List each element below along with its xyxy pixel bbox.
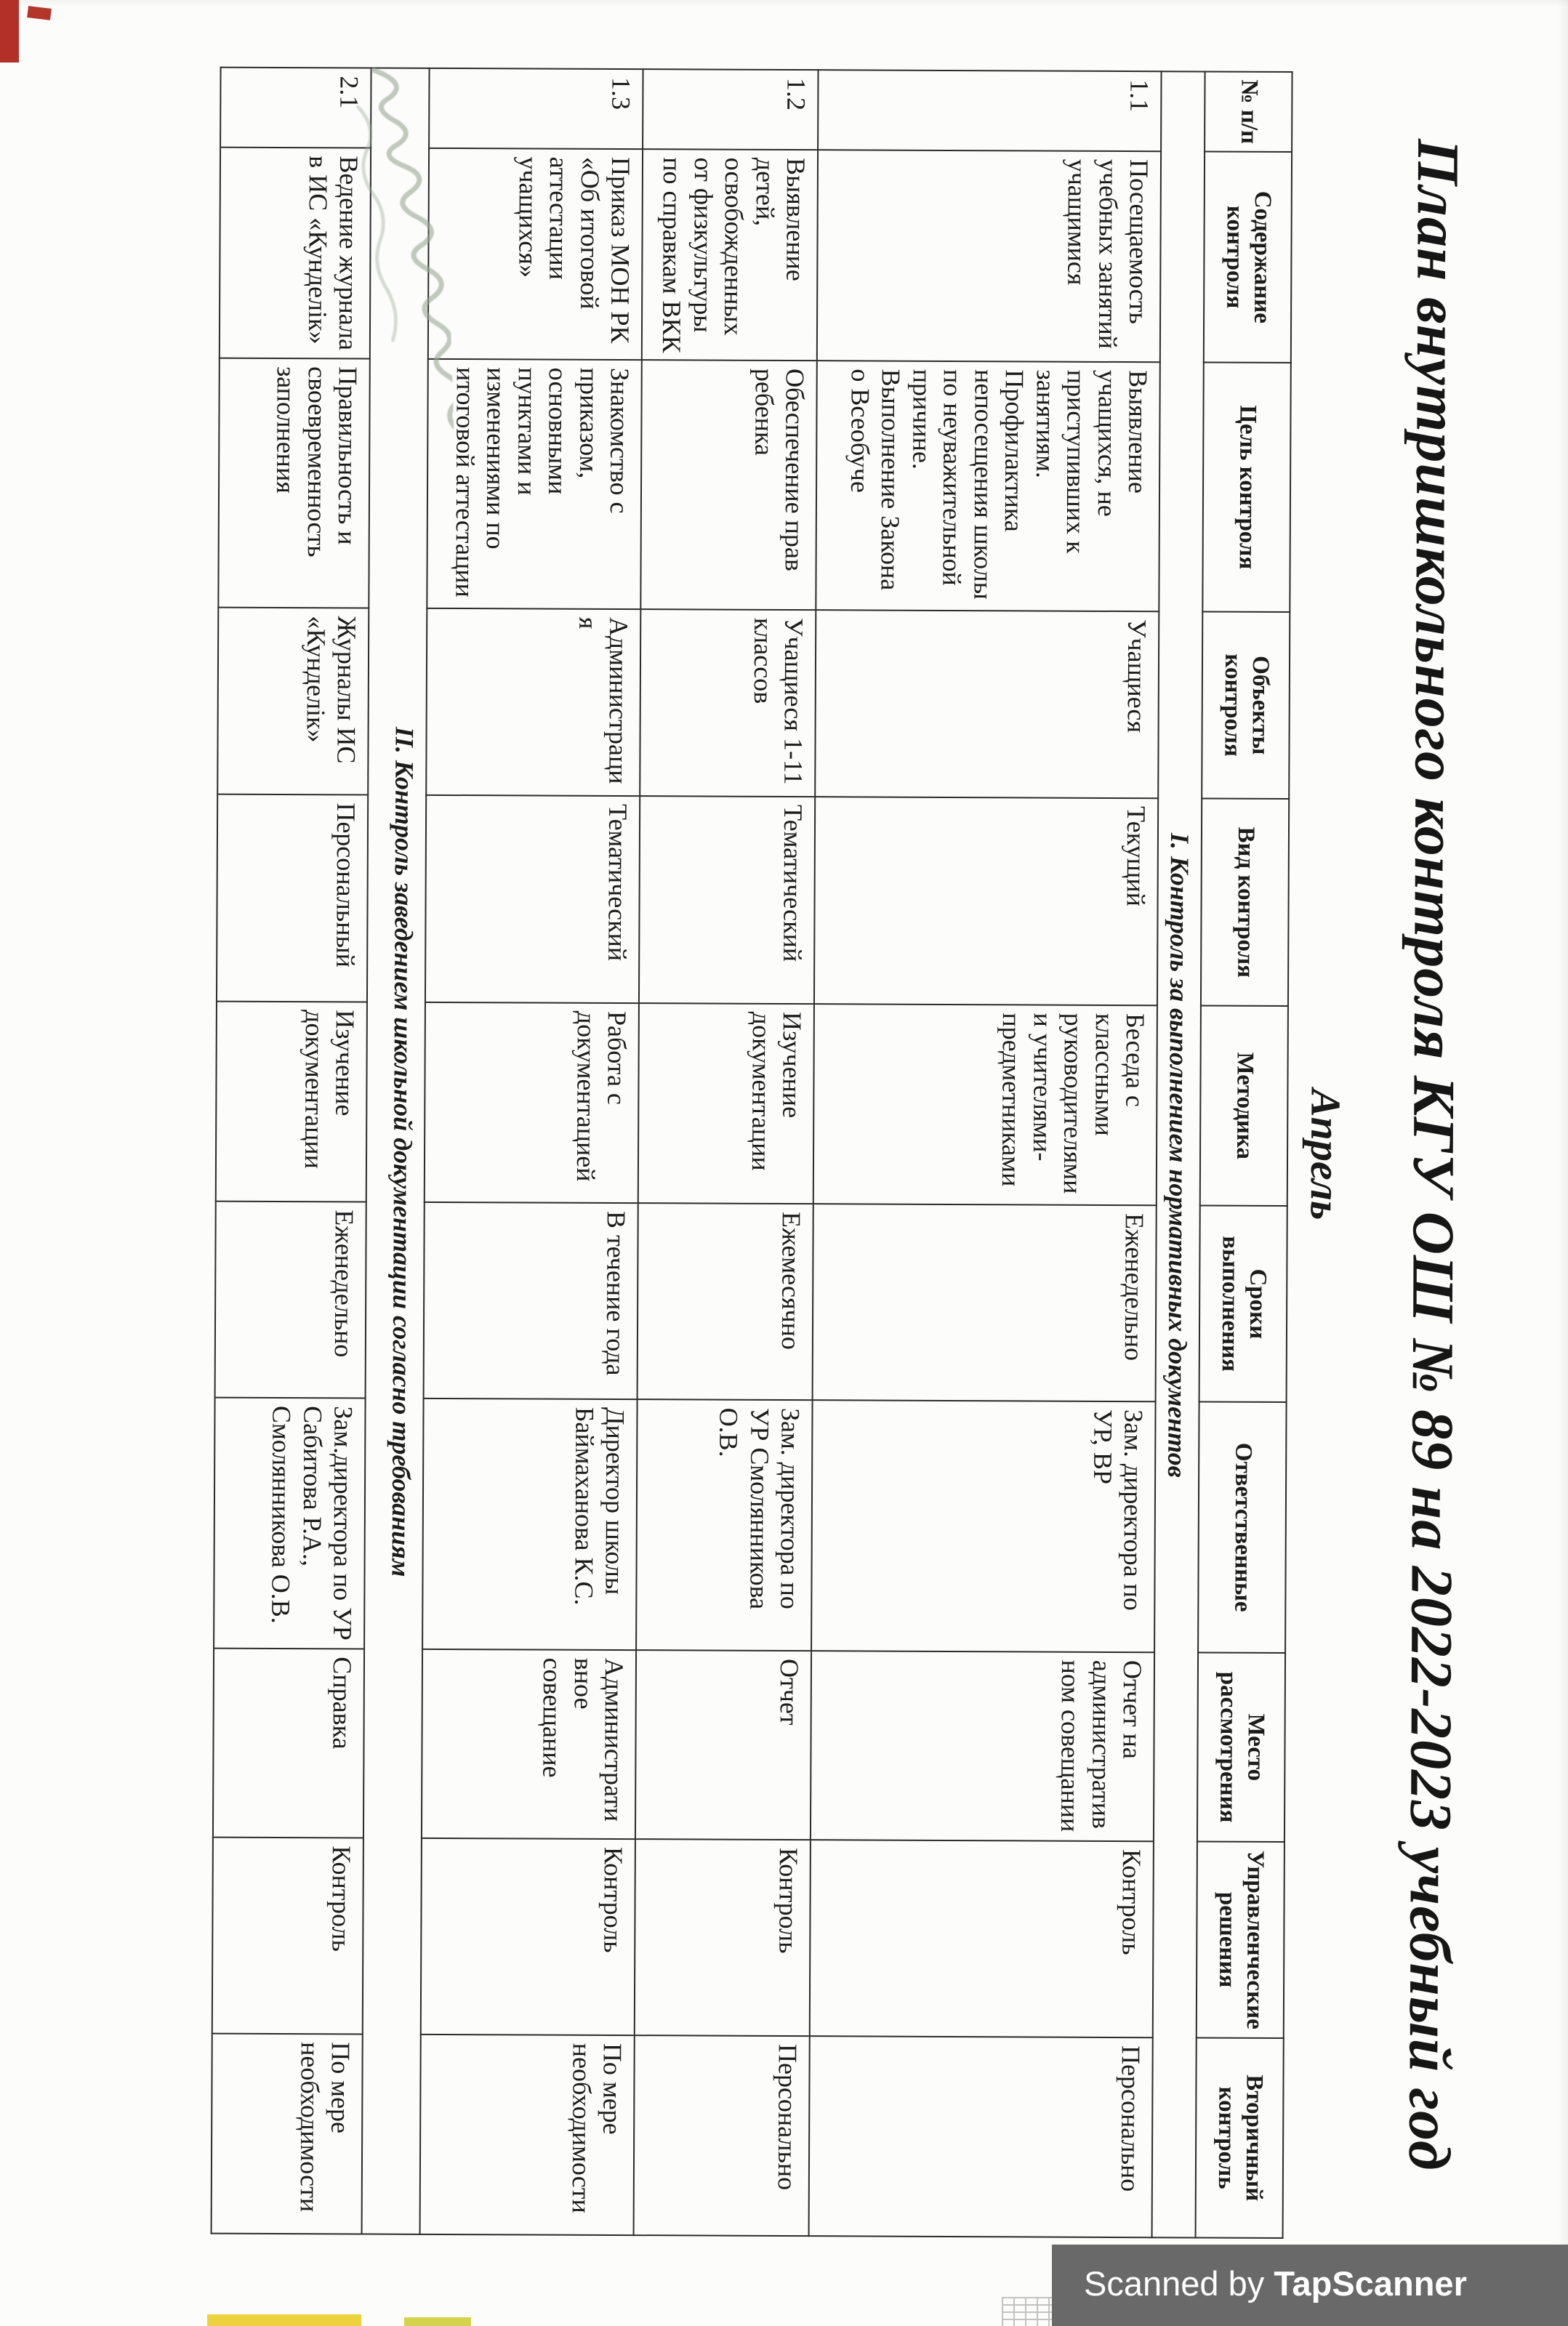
cell-secondary: Персонально	[634, 2035, 810, 2236]
cell-place: Отчет на административном совещании	[811, 1651, 1154, 1841]
cell-goal: Обеспечение прав ребенка	[640, 360, 816, 610]
cell-place: Справка	[213, 1649, 364, 1838]
col-header-method: Методика	[1200, 1006, 1288, 1207]
cell-responsible: Зам. директора по УР Смолянникова О.В.	[636, 1399, 813, 1651]
cell-secondary: По мере необходимости	[420, 2035, 635, 2235]
cell-objects: Учащиеся	[815, 610, 1159, 798]
cell-kind: Тематический	[425, 795, 640, 1003]
cell-kind: Тематический	[639, 796, 815, 1004]
header-row	[1196, 72, 1292, 2238]
col-header-kind: Вид контроля	[1201, 799, 1289, 1007]
cell-content: Ведение журнала в ИС «Кунделік»	[220, 148, 371, 359]
col-header-terms: Сроки выполнения	[1199, 1205, 1287, 1402]
cell-responsible: Зам. директора по УР, ВР	[811, 1400, 1156, 1652]
cell-objects: Администрация	[426, 608, 640, 796]
cell-num: 2.1	[220, 68, 371, 148]
cell-responsible: Директор школы Баймаханова К.С.	[422, 1399, 638, 1650]
cell-kind: Текущий	[814, 797, 1158, 1005]
cell-method: Работа с документацией	[425, 1002, 639, 1203]
cell-content: Приказ МОН РК «Об итоговой аттестации учащихся»	[428, 148, 643, 360]
col-header-place: Место рассмотрения	[1197, 1652, 1285, 1842]
cell-goal: Выявление учащихся, не приступивших к занятиям. Профилактика непосещения школы по неуважительной причине. Выполнение Закона о Всеобуче	[816, 361, 1159, 611]
col-header-goal: Цель контроля	[1202, 363, 1290, 613]
cell-terms: Еженедельно	[813, 1204, 1157, 1401]
month-subtitle: Апрель	[1301, 1088, 1350, 1220]
tapscanner-watermark-bar	[1052, 2245, 1568, 2326]
cell-decision: Контроль	[212, 1838, 363, 2035]
cell-num: 1.2	[643, 69, 818, 150]
cell-method: Изучение документации	[216, 1002, 367, 1202]
cell-objects: Учащиеся 1-11 классов	[640, 609, 816, 797]
col-header-responsible: Ответственные	[1198, 1401, 1287, 1653]
cell-responsible: Зам.директора по УР Сабитова Р.А., Смолянникова О.В.	[214, 1398, 366, 1649]
cell-decision: Контроль	[421, 1838, 635, 2035]
cell-place: Отчет	[635, 1650, 811, 1840]
col-header-content: Содержание контроля	[1204, 152, 1292, 363]
tapscanner-brand: TapScanner	[1274, 2264, 1467, 2303]
cell-decision: Контроль	[810, 1840, 1154, 2037]
col-header-objects: Объекты контроля	[1202, 612, 1290, 800]
document-title: План внутришкольного контроля КГУ ОШ № 89 на 2022-2023 учебный год	[1396, 138, 1472, 2171]
handwriting-annotation	[345, 61, 455, 471]
cell-goal: Правильность и своевременность заполнения	[218, 358, 369, 608]
cell-decision: Контроль	[635, 1839, 811, 2036]
cell-method: Изучение документации	[638, 1003, 814, 1204]
cell-terms: Еженедельно	[215, 1202, 366, 1399]
table-row-1-3	[420, 68, 643, 2235]
cell-kind: Персональный	[217, 794, 368, 1002]
section-title-2: ІІ. Контроль заведением школьной документации согласно требованиям	[362, 68, 430, 2234]
table-row-1-1	[809, 70, 1162, 2237]
cell-num: 1.1	[818, 70, 1161, 151]
col-header-decision: Управленческие решения	[1197, 1841, 1284, 2038]
cell-method: Беседа с классными руководителями и учителями-предметниками	[813, 1004, 1157, 1205]
table-row-1-2	[634, 69, 819, 2236]
cell-terms: В течение года	[424, 1202, 638, 1399]
table-row-2-1	[212, 68, 371, 2234]
cell-num: 1.3	[429, 68, 643, 149]
cell-objects: Журналы ИС «Кунделік»	[217, 608, 369, 795]
cell-place: Административное совещание	[422, 1649, 636, 1839]
cell-secondary: Персонально	[809, 2036, 1153, 2237]
col-header-secondary: Вторичный контроль	[1196, 2037, 1284, 2238]
cell-secondary: По мере необходимости	[212, 2034, 363, 2234]
section-title-1: І. Контроль за выполнением нормативных документов	[1152, 71, 1205, 2237]
col-header-num: № п/п	[1205, 72, 1292, 153]
cell-terms: Ежемесячно	[638, 1203, 813, 1400]
watermark-text: Scanned by	[1084, 2264, 1274, 2303]
cell-content: Посещаемость учебных занятий учащимися	[817, 150, 1161, 362]
cell-content: Выявление детей, освобожденных от физкультуры по справкам ВКК	[642, 149, 818, 361]
cell-goal: Знакомство с приказом, основными пунктами и изменениями по итоговой аттестации	[427, 359, 641, 609]
